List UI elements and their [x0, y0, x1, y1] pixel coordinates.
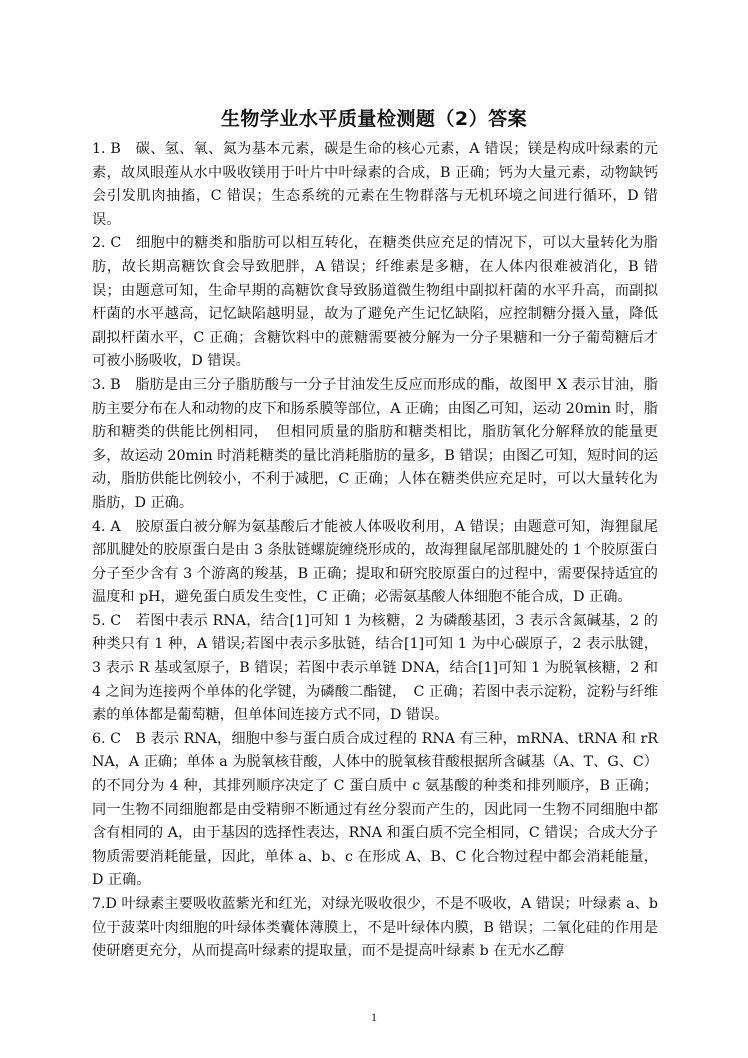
answer-1: 1. B 碳、氢、氧、氮为基本元素，碳是生命的核心元素，A 错误；镁是构成叶绿素的元素，故凤眼莲从水中吸收镁用于叶片中叶绿素的合成，B 正确；钙为大量元素，动物缺钙会引发肌肉抽搐，C 错误；生态系统的元素在生物群落与无机环境之间进行循环，D 错误。 — [92, 141, 658, 228]
answer-6: 6. C B 表示 RNA，细胞中参与蛋白质合成过程的 RNA 有三种，mRNA、tRNA 和 rRNA，A 正确；单体 a 为脱氧核苷酸，人体中的脱氧核苷酸根据所含碱基（A、T、G、C）的不同分为 4 种，其排列顺序决定了 C 蛋白质中 c 氨基酸的种类和排列顺序，B 正确；同一生物不同细胞都是由受精卵不断通过有丝分裂而产生的，因此同一生物不同细胞中都含有相同的 A，由于基因的选择性表达，RNA 和蛋白质不完全相同，C 错误；合成大分子物质需要消耗能量，因此，单体 a、b、c 在形成 A、B、C 化合物过程中都会消耗能量，D 正确。 — [92, 730, 658, 889]
answer-list — [92, 138, 658, 964]
answer-2: 2. C 细胞中的糖类和脂肪可以相互转化，在糖类供应充足的情况下，可以大量转化为脂肪，故长期高糖饮食会导致肥胖，A 错误；纤维素是多糖，在人体内很难被消化，B 错误；由题意可知，生命早期的高糖饮食导致肠道微生物组中副拟杆菌的水平升高，而副拟杆菌的水平越高，记忆缺陷越明显，故为了避免产生记忆缺陷，应控制糖分摄入量，降低副拟杆菌水平，C 正确；含糖饮料中的蔗糖需要被分解为一分子果糖和一分子葡萄糖后才可被小肠吸收，D 错误。 — [92, 235, 658, 370]
answer-4: 4. A 胶原蛋白被分解为氨基酸后才能被人体吸收利用，A 错误；由题意可知，海狸鼠尾部肌腱处的胶原蛋白是由 3 条肽链螺旋缠绕形成的，故海狸鼠尾部肌腱处的 1 个胶原蛋白分子至少含有 3 个游离的羧基，B 正确；提取和研究胶原蛋白的过程中，需要保持适宜的温度和 pH，避免蛋白质发生变性，C 正确；必需氨基酸人体细胞不能合成，D 正确。 — [92, 518, 658, 606]
answer-5: 5. C 若图中表示 RNA，结合[1]可知 1 为核糖，2 为磷酸基团，3 表示含氮碱基，2 的种类只有 1 种，A 错误;若图中表示多肽链，结合[1]可知 1 为中心碳原子，2 表示肽键，3 表示 R 基或氢原子，B 错误；若图中表示单链 DNA，结合[1]可知 1 为脱氧核糖，2 和 4 之间为连接两个单体的化学键，为磷酸二酯键， C 正确；若图中表示淀粉，淀粉与纤维素的单体都是葡萄糖，但单体间连接方式不同，D 错误。 — [92, 612, 658, 724]
answer-7: 7.D 叶绿素主要吸收蓝紫光和红光，对绿光吸收很少，不是不吸收，A 错误；叶绿素 a、b 位于菠菜叶肉细胞的叶绿体类囊体薄膜上，不是叶绿体内膜，B 错误；二氧化硅的作用是使研磨更充分，从而提高叶绿素的提取量，而不是提高叶绿素 b 在无水乙醇 — [92, 896, 658, 960]
page-title: 生物学业水平质量检测题（2）答案 — [220, 108, 528, 130]
answer-3: 3. B 脂肪是由三分子脂肪酸与一分子甘油发生反应而形成的酯，故图甲 X 表示甘油，脂肪主要分布在人和动物的皮下和肠系膜等部位，A 正确；由图乙可知，运动 20min 时，脂肪和糖类的供能比例相同， 但相同质量的脂肪和糖类相比，脂肪氧化分解释放的能量更多，故运动 20min 时消耗糖类的量比消耗脂肪的量多，B 错误；由图乙可知，短时间的运动，脂肪供能比例较小，不利于减肥，C 正确；人体在糖类供应充足时，可以大量转化为脂肪，D 正确。 — [92, 376, 658, 511]
page-number: 1 — [371, 1010, 377, 1024]
